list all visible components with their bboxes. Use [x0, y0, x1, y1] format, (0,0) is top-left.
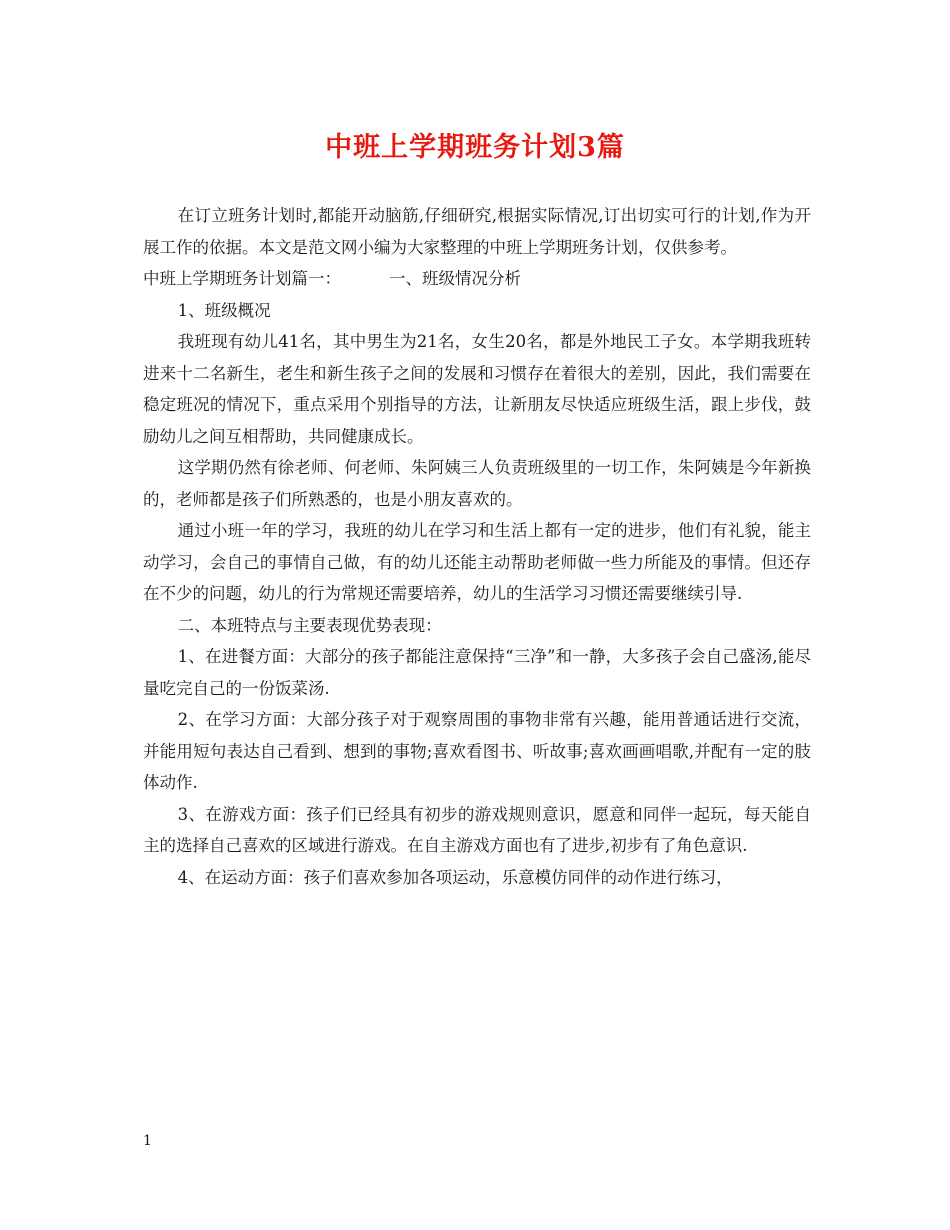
item-sports: 4、在运动方面：孩子们喜欢参加各项运动，乐意模仿同伴的动作进行练习，: [177, 867, 733, 887]
document-body: [143, 200, 811, 893]
sub-heading-class-overview: 1、班级概况: [177, 300, 271, 320]
document-title: 中班上学期班务计划3篇: [325, 132, 625, 163]
paragraph-teachers: 这学期仍然有徐老师、何老师、朱阿姨三人负责班级里的一切工作，朱阿姨是今年新换的，老师都是孩子们所熟悉的，也是小朋友喜欢的。: [143, 458, 811, 509]
section-two-heading: 二、本班特点与主要表现优势表现：: [177, 615, 442, 635]
intro-paragraph: 在订立班务计划时,都能开动脑筋,仔细研究,根据实际情况,订出切实可行的计划,作为开展工作的依据。本文是范文网小编为大家整理的中班上学期班务计划，仅供参考。: [143, 206, 811, 257]
section-heading-row: [143, 263, 811, 295]
section-heading: 一、班级情况分析: [389, 269, 521, 288]
heading-gap: [341, 263, 389, 295]
page-number: 1: [143, 1133, 152, 1149]
paragraph-progress: 通过小班一年的学习，我班的幼儿在学习和生活上都有一定的进步，他们有礼貌，能主动学习，会自己的事情自己做，有的幼儿还能主动帮助老师做一些力所能及的事情。但还存在不少的问题，幼儿的行为常规还需要培养，幼儿的生活学习习惯还需要继续引导.: [143, 521, 811, 603]
section-label: 中班上学期班务计划篇一：: [143, 269, 341, 288]
paragraph-class-size: 我班现有幼儿41名，其中男生为21名，女生20名，都是外地民工子女。本学期我班转进来十二名新生，老生和新生孩子之间的发展和习惯存在着很大的差别，因此，我们需要在稳定班况的情况下，重点采用个别指导的方法，让新朋友尽快适应班级生活，跟上步伐，鼓励幼儿之间互相帮助，共同健康成长。: [143, 332, 811, 446]
item-games: 3、在游戏方面：孩子们已经具有初步的游戏规则意识，愿意和同伴一起玩，每天能自主的选择自己喜欢的区域进行游戏。在自主游戏方面也有了进步,初步有了角色意识.: [143, 804, 811, 855]
item-learning: 2、在学习方面：大部分孩子对于观察周围的事物非常有兴趣，能用普通话进行交流，并能用短句表达自己看到、想到的事物;喜欢看图书、听故事;喜欢画画唱歌,并配有一定的肢体动作.: [143, 710, 811, 792]
item-dining: 1、在进餐方面：大部分的孩子都能注意保持“三净”和一静，大多孩子会自己盛汤,能尽量吃完自己的一份饭菜汤.: [143, 647, 811, 698]
